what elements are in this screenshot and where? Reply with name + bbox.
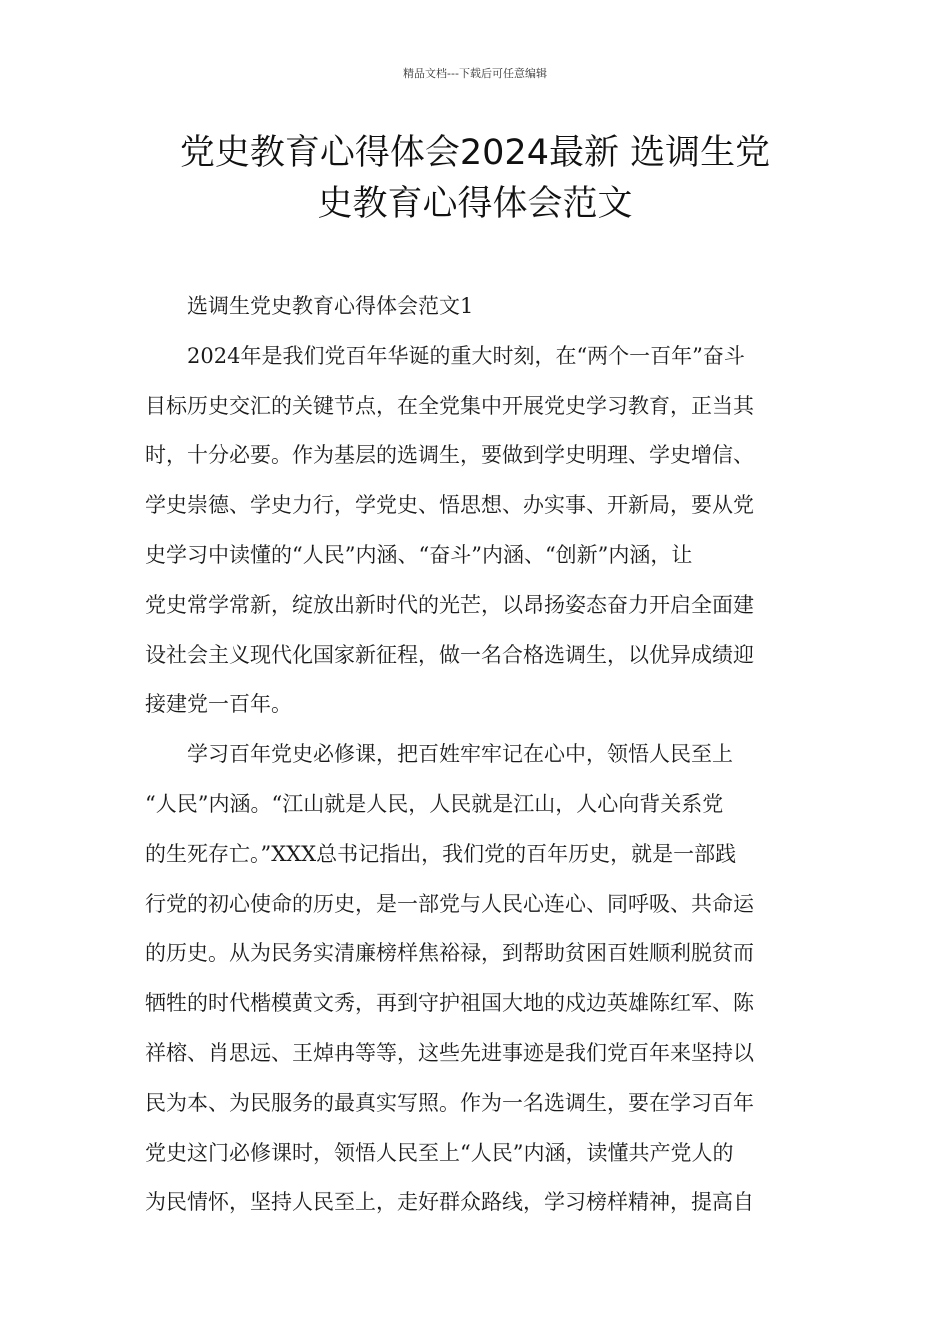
paragraph-line: 时，十分必要。作为基层的选调生，要做到学史明理、学史增信、 — [145, 443, 754, 468]
paragraph-line: 接建党一百年。 — [145, 692, 292, 717]
title-line-2: 史教育心得体会范文 — [317, 184, 633, 224]
paragraph-line: 学习百年党史必修课，把百姓牢牢记在心中，领悟人民至上 — [187, 742, 733, 767]
paragraph-line: 党史这门必修课时，领悟人民至上“人民”内涵，读懂共产党人的 — [145, 1140, 734, 1165]
subheading: 选调生党史教育心得体会范文1 — [187, 294, 474, 318]
title-line-1: 党史教育心得体会2024最新 选调生党 — [179, 133, 771, 173]
paragraph-2 — [145, 730, 807, 1228]
paragraph-line: 民为本、为民服务的最真实写照。作为一名选调生，要在学习百年 — [145, 1090, 754, 1115]
paragraph-line: 祥榕、肖思远、王焯冉等等，这些先进事迹是我们党百年来坚持以 — [145, 1040, 754, 1065]
paragraph-line: 的生死存亡。”XXX总书记指出，我们党的百年历史，就是一部践 — [145, 841, 737, 866]
paragraph-line: 党史常学常新，绽放出新时代的光芒，以昂扬姿态奋力开启全面建 — [145, 592, 754, 617]
paragraph-line: 史学习中读懂的“人民”内涵、“奋斗”内涵、“创新”内涵，让 — [145, 542, 693, 567]
paragraph-line: 牺牲的时代楷模黄文秀，再到守护祖国大地的戍边英雄陈红军、陈 — [145, 991, 754, 1016]
paragraph-line: “人民”内涵。“江山就是人民，人民就是江山，人心向背关系党 — [145, 791, 724, 816]
page-header: 精品文档---下载后可任意编辑 — [403, 67, 547, 80]
document-body — [145, 282, 807, 1228]
paragraph-line: 行党的初心使命的历史，是一部党与人民心连心、同呼吸、共命运 — [145, 891, 754, 916]
paragraph-line: 目标历史交汇的关键节点，在全党集中开展党史学习教育，正当其 — [145, 393, 754, 418]
paragraph-line: 学史崇德、学史力行，学党史、悟思想、办实事、开新局，要从党 — [145, 493, 754, 518]
paragraph-line: 2024年是我们党百年华诞的重大时刻，在“两个一百年”奋斗 — [187, 343, 745, 368]
paragraph-1 — [145, 332, 807, 730]
paragraph-line: 的历史。从为民务实清廉榜样焦裕禄，到帮助贫困百姓顺利脱贫而 — [145, 941, 754, 966]
paragraph-line: 为民情怀，坚持人民至上，走好群众路线，学习榜样精神，提高自 — [145, 1190, 754, 1215]
paragraph-line: 设社会主义现代化国家新征程，做一名合格选调生，以优异成绩迎 — [145, 642, 754, 667]
document-title — [130, 128, 820, 230]
